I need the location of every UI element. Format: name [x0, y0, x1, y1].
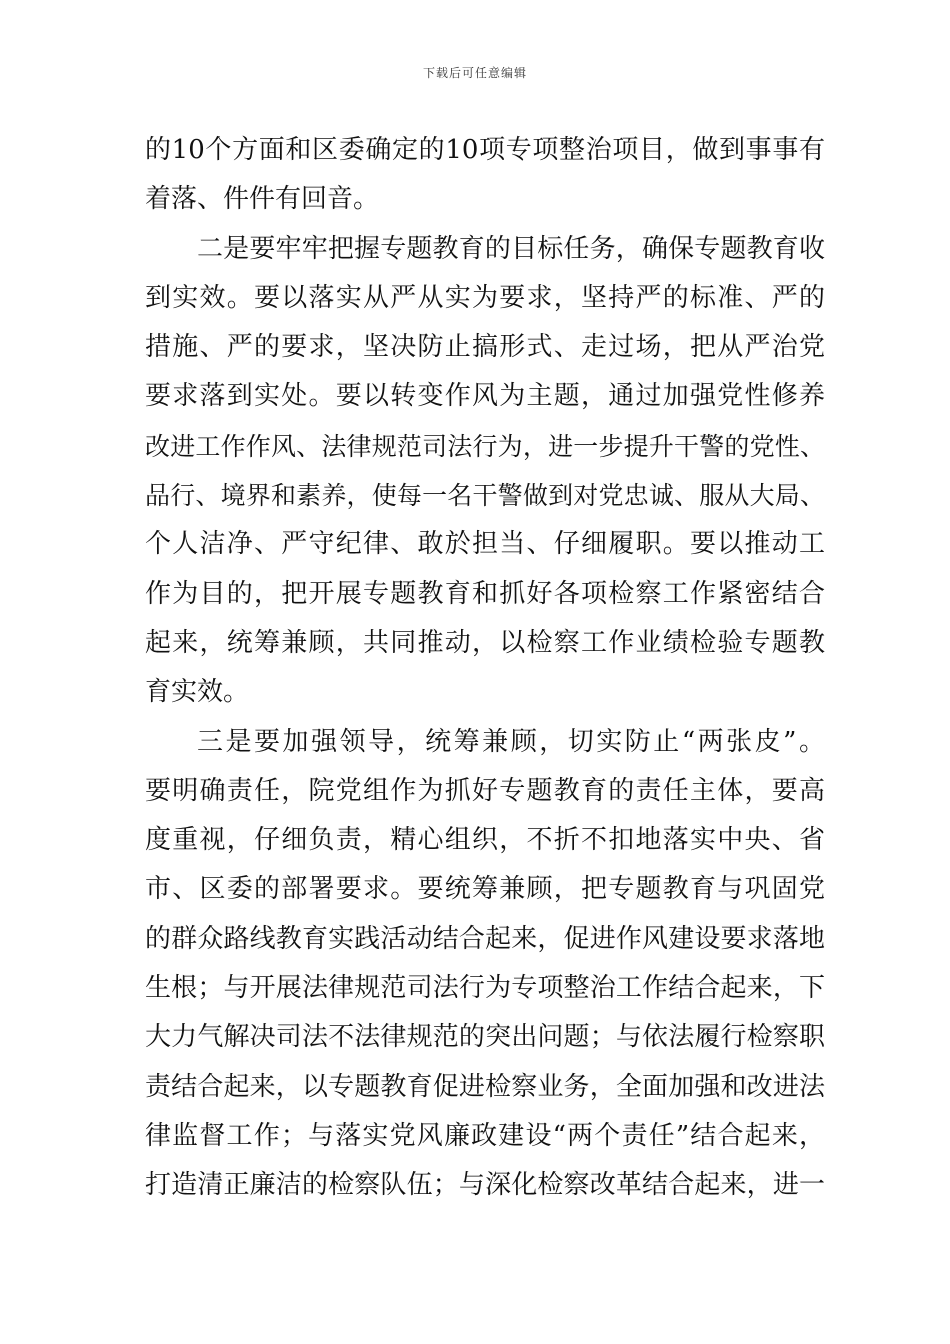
text-line: 作为目的，把开展专题教育和抓好各项检察工作紧密结合: [145, 578, 825, 609]
text-line: 措施、严的要求，坚决防止搞形式、走过场，把从严治党: [145, 332, 825, 363]
text-line: 改进工作作风、法律规范司法行为，进一步提升干警的党性、: [145, 431, 825, 461]
text-line: 起来，统筹兼顾，共同推动，以检察工作业绩检验专题教: [145, 627, 825, 658]
text-line: 二是要牢牢把握专题教育的目标任务，确保专题教育收: [197, 233, 825, 264]
text-line: 的群众路线教育实践活动结合起来，促进作风建设要求落地: [145, 923, 825, 954]
text-line: 的10个方面和区委确定的10项专项整治项目，做到事事有: [145, 135, 825, 165]
text-line: 着落、件件有回音。: [145, 184, 380, 215]
text-line: 育实效。: [145, 677, 250, 708]
text-line: 度重视，仔细负责，精心组织，不折不扣地落实中央、省: [145, 825, 825, 856]
text-line: 个人洁净、严守纪律、敢於担当、仔细履职。要以推动工: [145, 529, 825, 560]
text-line: 要明确责任，院党组作为抓好专题教育的责任主体，要高: [145, 775, 825, 806]
text-line: 到实效。要以落实从严从实为要求，坚持严的标准、严的: [145, 282, 825, 313]
text-line: 生根；与开展法律规范司法行为专项整治工作结合起来，下: [145, 973, 825, 1004]
text-line: 打造清正廉洁的检察队伍；与深化检察改革结合起来，进一: [145, 1170, 825, 1201]
text-line: 律监督工作；与落实党风廉政建设“两个责任”结合起来，: [145, 1120, 825, 1151]
text-line: 品行、境界和素养，使每一名干警做到对党忠诚、服从大局、: [145, 481, 825, 511]
text-line: 三是要加强领导，统筹兼顾，切实防止“两张皮”。: [197, 726, 825, 757]
header-note: 下载后可任意编辑: [422, 66, 527, 80]
text-line: 大力气解决司法不法律规范的突出问题；与依法履行检察职: [145, 1022, 825, 1053]
text-line: 市、区委的部署要求。要统筹兼顾，把专题教育与巩固党: [145, 874, 825, 905]
text-line: 责结合起来，以专题教育促进检察业务，全面加强和改进法: [145, 1071, 825, 1102]
text-line: 要求落到实处。要以转变作风为主题，通过加强党性修养: [145, 381, 825, 412]
body-text: [145, 126, 825, 1211]
